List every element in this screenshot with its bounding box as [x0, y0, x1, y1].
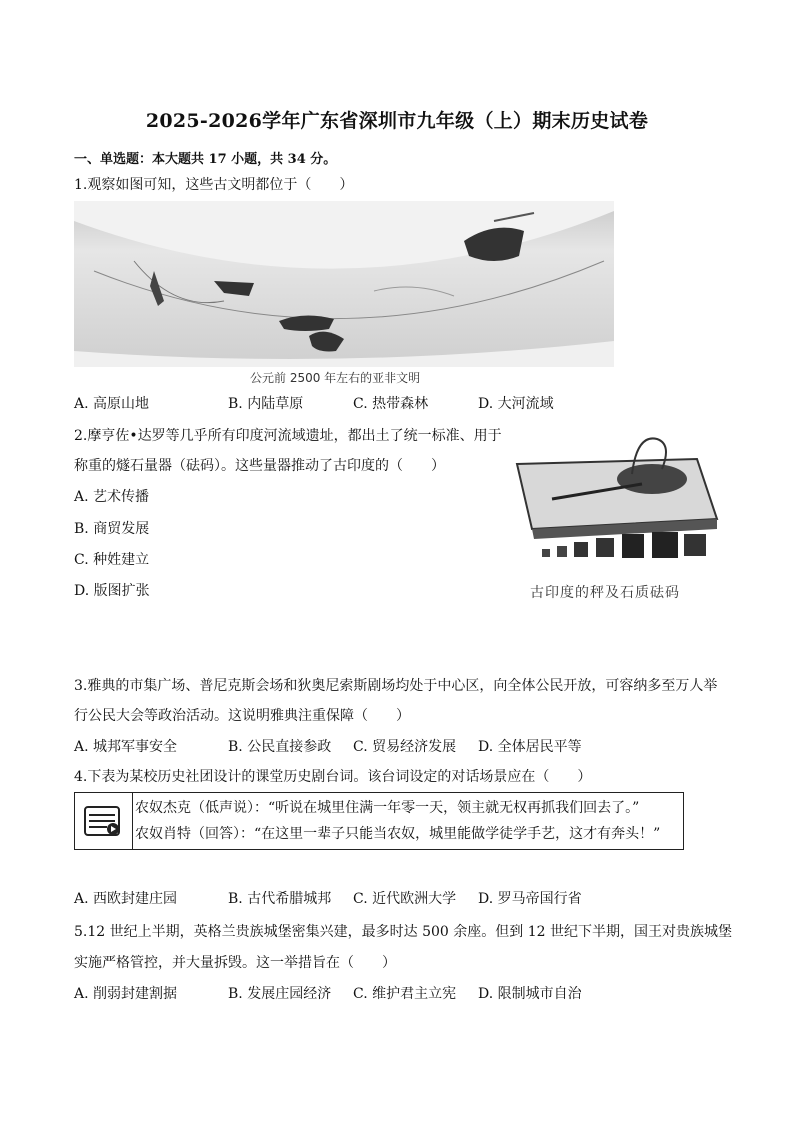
question-3-stem-line2: 行公民大会等政治活动。这说明雅典注重保障（ ） — [74, 708, 410, 724]
section-heading: 一、单选题：本大题共 17 小题，共 34 分。 — [74, 152, 337, 167]
question-2-option-a[interactable]: A. 艺术传播 — [74, 489, 150, 505]
question-5-stem-line2: 实施严格管控，并大量拆毁。这一举措旨在（ ） — [74, 955, 396, 971]
question-5-option-b[interactable]: B. 发展庄园经济 — [228, 986, 332, 1002]
question-3-option-b[interactable]: B. 公民直接参政 — [228, 739, 332, 755]
question-5-option-d[interactable]: D. 限制城市自治 — [478, 986, 582, 1002]
question-1-option-c[interactable]: C. 热带森林 — [353, 396, 429, 412]
question-4-option-d[interactable]: D. 罗马帝国行省 — [478, 891, 582, 907]
question-1-caption: 公元前 2500 年左右的亚非文明 — [250, 371, 421, 385]
question-3-option-c[interactable]: C. 贸易经济发展 — [353, 739, 457, 755]
question-2-caption: 古印度的秤及石质砝码 — [530, 585, 680, 601]
question-2-scale-image — [512, 424, 722, 600]
dialog-line-2: 农奴肖特（回答）：“在这里一辈子只能当农奴，城里能做学徒学手艺，这才有奔头！” — [135, 826, 661, 842]
question-3-option-a[interactable]: A. 城邦军事安全 — [74, 739, 178, 755]
map-illustration — [74, 201, 614, 367]
question-1-option-b[interactable]: B. 内陆草原 — [228, 396, 304, 412]
question-2-option-d[interactable]: D. 版图扩张 — [74, 583, 150, 599]
script-icon — [75, 793, 132, 849]
question-2-stem-line1: 2.摩亨佐•达罗等几乎所有印度河流域遗址，都出土了统一标准、用于 — [74, 428, 502, 444]
question-4-option-a[interactable]: A. 西欧封建庄园 — [74, 891, 178, 907]
question-2-option-c[interactable]: C. 种姓建立 — [74, 552, 150, 568]
dialog-text — [135, 795, 660, 847]
question-2-stem-line2: 称重的燧石量器（砝码）。这些量器推动了古印度的（ ） — [74, 458, 445, 474]
question-5-option-a[interactable]: A. 削弱封建割据 — [74, 986, 178, 1002]
question-1-option-d[interactable]: D. 大河流域 — [478, 396, 554, 412]
question-4-stem: 4.下表为某校历史社团设计的课堂历史剧台词。该台词设定的对话场景应在（ ） — [74, 769, 592, 785]
dialog-icon-cell — [75, 793, 133, 849]
question-5-option-c[interactable]: C. 维护君主立宪 — [353, 986, 457, 1002]
question-5-stem-line1: 5.12 世纪上半期，英格兰贵族城堡密集兴建，最多时达 500 余座。但到 12 世纪下半期，国王对贵族城堡 — [74, 924, 732, 940]
question-4-option-b[interactable]: B. 古代希腊城邦 — [228, 891, 332, 907]
page-title: 2025-2026学年广东省深圳市九年级（上）期末历史试卷 — [145, 110, 649, 132]
question-3-stem-line1: 3.雅典的市集广场、普尼克斯会场和狄奥尼索斯剧场均处于中心区，向全体公民开放，可容纳多至万人举 — [74, 678, 718, 694]
question-4-option-c[interactable]: C. 近代欧洲大学 — [353, 891, 457, 907]
dialog-line-1: 农奴杰克（低声说）：“听说在城里住满一年零一天，领主就无权再抓我们回去了。” — [135, 800, 640, 816]
scale-illustration — [512, 424, 722, 600]
question-3-option-d[interactable]: D. 全体居民平等 — [478, 739, 582, 755]
question-1-stem: 1.观察如图可知，这些古文明都位于（ ） — [74, 177, 354, 193]
question-1-map-image — [74, 201, 614, 367]
question-1-option-a[interactable]: A. 高原山地 — [74, 396, 150, 412]
question-2-option-b[interactable]: B. 商贸发展 — [74, 521, 150, 537]
question-4-dialog-table — [74, 792, 684, 850]
